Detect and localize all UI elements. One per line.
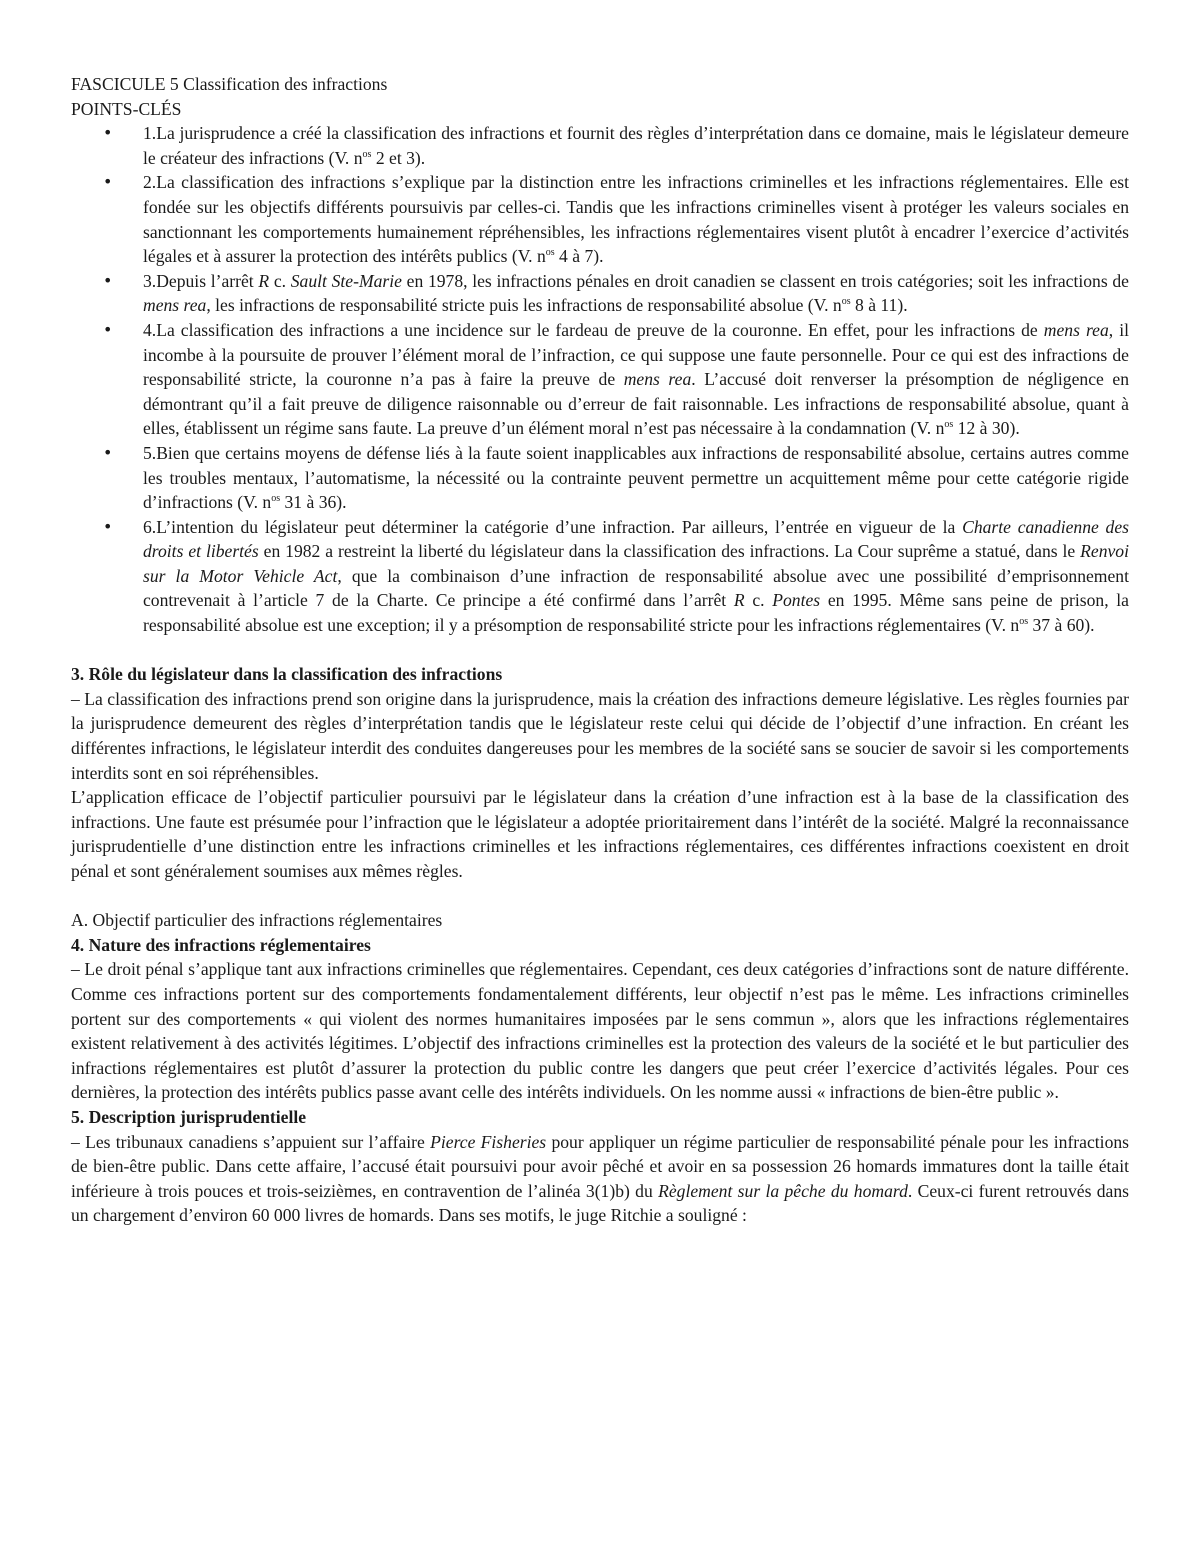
key-points-heading: POINTS-CLÉS <box>71 98 182 119</box>
key-point-4: • 4.La classification des infractions a une incidence sur le fardeau de preuve de la couronne. En effet, pour les infractions de mens rea, il incombe à la poursuite de prouver l’élément moral de l’infraction, ce qui suppose une faute personnelle. Pour ce qui est des infractions de responsabilité stricte, la couronne n’a pas à faire la preuve de mens rea. L’accusé doit renverser la présomption de négligence en démontrant qu’il a fait preuve de diligence raisonnable ou d’erreur de fait raisonnable. Les infractions de responsabilité absolue, quant à elles, établissent un régime sans faute. La preuve d’un élément moral n’est pas nécessaire à la condamnation (V. $n^{os}$ 12 à 30). <box>71 318 1129 441</box>
section-5-heading: 5. Description jurisprudentielle <box>71 1106 307 1127</box>
section-5-paragraph: – Les tribunaux canadiens s’appuient sur l’affaire Pierce Fisheries pour appliquer un régime particulier de responsabilité pénale pour les infractions de bien-être public. Dans cette affaire, l’accusé était poursuivi pour avoir pêché et avoir en sa possession 26 homards immatures dont la taille était inférieure à trois pouces et trois-seizièmes, en contravention de l’alinéa 3(1)b) du Règlement sur la pêche du homard. Ceux-ci furent retrouvés dans un chargement d’environ 60 000 livres de homards. Dans ses motifs, le juge Ritchie a souligné : <box>71 1131 1130 1226</box>
document-page <box>71 72 1129 1228</box>
spacer <box>71 638 1129 663</box>
key-point-5: • 5.Bien que certains moyens de défense liés à la faute soient inapplicables aux infractions de responsabilité absolue, certains autres comme les troubles mentaux, l’automatisme, la nécessité ou la contrainte peuvent permettre un acquittement même pour cette catégorie rigide d’infractions (V. $n^{os}$ 31 à 36). <box>71 441 1129 515</box>
section-a-heading: A. Objectif particulier des infractions réglementaires <box>71 910 443 931</box>
section-3-paragraph-1: – La classification des infractions prend son origine dans la jurisprudence, mais la création des infractions demeure législative. Les règles fournies par la jurisprudence demeurent des règles d’interprétation tandis que le législateur reste celui qui décide de l’objectif d’une infraction. En créant les différentes infractions, le législateur interdit des conduites dangereuses pour les membres de la société sans se soucier de savoir si les comportements interdits sont en soi répréhensibles. <box>71 688 1129 783</box>
document-title: FASCICULE 5 Classification des infractions <box>71 74 388 94</box>
key-point-3: • 3.Depuis l’arrêt R c. Sault Ste-Marie en 1978, les infractions pénales en droit canadien se classent en trois catégories; soit les infractions de mens rea, les infractions de responsabilité stricte puis les infractions de responsabilité absolue (V. $n^{os}$ 8 à 11). <box>71 269 1129 318</box>
key-point-1: • 1.La jurisprudence a créé la classification des infractions et fournit des règles d’interprétation dans ce domaine, mais le législateur demeure le créateur des infractions (V. $n^{os}$ 2 et 3). <box>71 121 1129 170</box>
key-point-2: • 2.La classification des infractions s’explique par la distinction entre les infractions criminelles et les infractions réglementaires. Elle est fondée sur les objectifs différents poursuivis par celles-ci. Tandis que les infractions criminelles visent à protéger les valeurs sociales en sanctionnant les comportements humainement répréhensibles, les infractions réglementaires visent plutôt à encadrer l’exercice d’activités légales et à assurer la protection des intérêts publics (V. $n^{os}$ 4 à 7). <box>71 170 1129 268</box>
key-points-list <box>71 121 1129 637</box>
key-point-6: • 6.L’intention du législateur peut déterminer la catégorie d’une infraction. Par ailleurs, l’entrée en vigueur de la Charte canadienne des droits et libertés en 1982 a restreint la liberté du législateur dans la classification des infractions. La Cour suprême a statué, dans le Renvoi sur la Motor Vehicle Act, que la combinaison d’une infraction de responsabilité absolue avec une possibilité d’emprisonnement contrevenait à l’article 7 de la Charte. Ce principe a été confirmé dans l’arrêt R c. Pontes en 1995. Même sans peine de prison, la responsabilité absolue est une exception; il y a présomption de responsabilité stricte pour les infractions réglementaires (V. $n^{os}$ 37 à 60). <box>71 515 1129 638</box>
section-3-heading: 3. Rôle du législateur dans la classification des infractions <box>71 664 503 685</box>
section-3-paragraph-2: L’application efficace de l’objectif particulier poursuivi par le législateur dans la création d’une infraction est à la base de la classification des infractions. Une faute est présumée pour l’infraction que le législateur a adoptée prioritairement dans l’intérêt de la société. Malgré la reconnaissance jurisprudentielle d’une distinction entre les infractions criminelles et les infractions réglementaires, ces différentes infractions coexistent en droit pénal et sont généralement soumises aux mêmes règles. <box>71 787 1129 881</box>
section-4-paragraph: – Le droit pénal s’applique tant aux infractions criminelles que réglementaires. Cependant, ces deux catégories d’infractions sont de nature différente. Comme ces infractions portent sur des comportements fondamentalement différents, leur objectif n’est pas le même. Les infractions criminelles portent sur des comportements « qui violent des normes humanitaires imposées par le sens commun », alors que les infractions réglementaires existent relativement à des activités légitimes. L’objectif des infractions criminelles est la protection des valeurs de la société et le but particulier des infractions réglementaires est plutôt d’assurer la protection du public contre les dangers que peut créer l’exercice d’activités légales. Pour ces dernières, la protection des intérêts publics passe avant celle des intérêts individuels. On les nomme aussi « infractions de bien-être public ». <box>71 959 1129 1103</box>
spacer <box>71 884 1129 909</box>
section-4-heading: 4. Nature des infractions réglementaires <box>71 934 371 955</box>
